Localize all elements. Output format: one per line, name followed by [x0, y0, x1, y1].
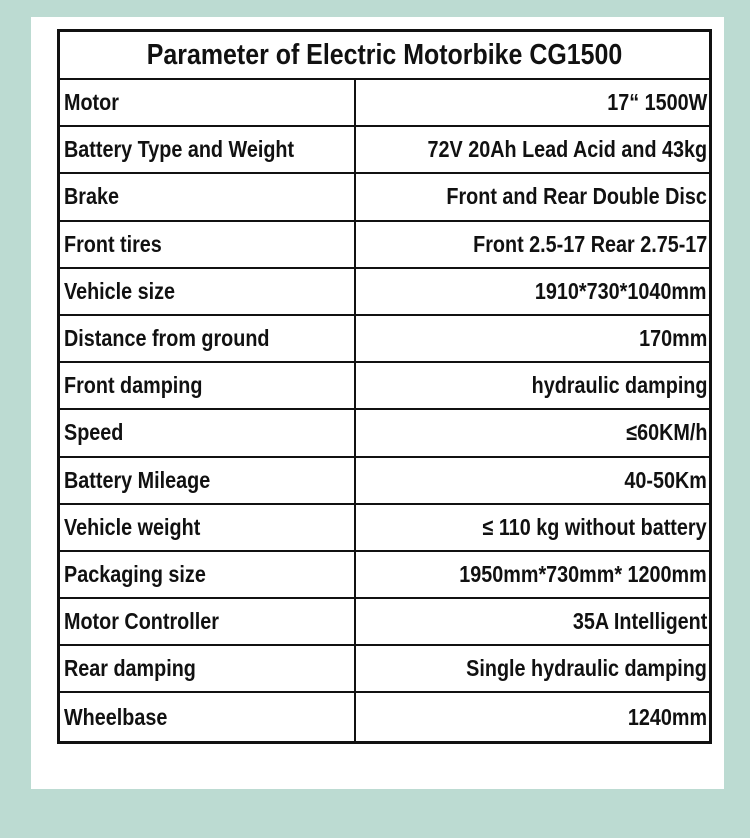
row-label-text: Front tires — [64, 230, 162, 257]
table-title: Parameter of Electric Motorbike CG1500 — [146, 39, 623, 71]
row-value-text: Single hydraulic damping — [466, 655, 707, 682]
row-value — [356, 410, 709, 455]
table-row — [60, 174, 709, 221]
row-label — [60, 458, 356, 503]
row-label — [60, 410, 356, 455]
row-label — [60, 80, 356, 125]
row-value — [356, 505, 709, 550]
table-body — [60, 80, 709, 741]
table-row — [60, 693, 709, 740]
table-row — [60, 222, 709, 269]
row-value-text: 35A Intelligent — [572, 608, 707, 635]
table-row — [60, 505, 709, 552]
row-value-text: Front and Rear Double Disc — [446, 183, 707, 210]
row-label — [60, 222, 356, 267]
row-label — [60, 316, 356, 361]
row-value-text: ≤60KM/h — [625, 419, 707, 446]
row-value-text: 40-50Km — [624, 466, 707, 493]
table-row — [60, 599, 709, 646]
table-title-row — [60, 32, 709, 80]
row-label-text: Wheelbase — [64, 703, 168, 730]
row-label-text: Battery Type and Weight — [64, 136, 295, 163]
row-value — [356, 174, 709, 219]
row-label — [60, 599, 356, 644]
row-value — [356, 316, 709, 361]
row-label-text: Brake — [64, 183, 119, 210]
row-value — [356, 222, 709, 267]
row-value-text: ≤ 110 kg without battery — [482, 513, 707, 540]
table-row — [60, 646, 709, 693]
table-row — [60, 80, 709, 127]
row-value-text: 170mm — [638, 325, 707, 352]
row-value-text: 1910*730*1040mm — [535, 277, 707, 304]
row-label-text: Rear damping — [64, 655, 196, 682]
row-value-text: Front 2.5-17 Rear 2.75-17 — [472, 230, 707, 257]
row-value — [356, 80, 709, 125]
row-label — [60, 127, 356, 172]
row-label — [60, 174, 356, 219]
row-value — [356, 599, 709, 644]
row-label — [60, 552, 356, 597]
row-label-text: Packaging size — [64, 560, 206, 587]
row-label — [60, 646, 356, 691]
row-label-text: Vehicle size — [64, 277, 176, 304]
row-label — [60, 269, 356, 314]
row-label-text: Motor Controller — [64, 608, 219, 635]
spec-table — [57, 29, 712, 744]
row-label-text: Motor — [64, 89, 119, 116]
table-row — [60, 552, 709, 599]
row-value — [356, 127, 709, 172]
row-value-text: 17“ 1500W — [606, 89, 707, 116]
row-label-text: Speed — [64, 419, 124, 446]
row-label — [60, 693, 356, 740]
table-row — [60, 269, 709, 316]
table-row — [60, 410, 709, 457]
row-label-text: Battery Mileage — [64, 466, 211, 493]
row-label-text: Front damping — [64, 372, 203, 399]
row-label-text: Vehicle weight — [64, 513, 201, 540]
row-value — [356, 363, 709, 408]
table-row — [60, 363, 709, 410]
row-value-text: 1240mm — [627, 703, 707, 730]
row-value — [356, 269, 709, 314]
row-label — [60, 505, 356, 550]
row-value-text: hydraulic damping — [531, 372, 707, 399]
row-value — [356, 552, 709, 597]
row-value-text: 72V 20Ah Lead Acid and 43kg — [427, 136, 707, 163]
table-row — [60, 458, 709, 505]
row-label — [60, 363, 356, 408]
row-label-text: Distance from ground — [64, 325, 270, 352]
table-row — [60, 316, 709, 363]
row-value — [356, 646, 709, 691]
row-value — [356, 693, 709, 740]
table-row — [60, 127, 709, 174]
row-value-text: 1950mm*730mm* 1200mm — [459, 560, 707, 587]
row-value — [356, 458, 709, 503]
